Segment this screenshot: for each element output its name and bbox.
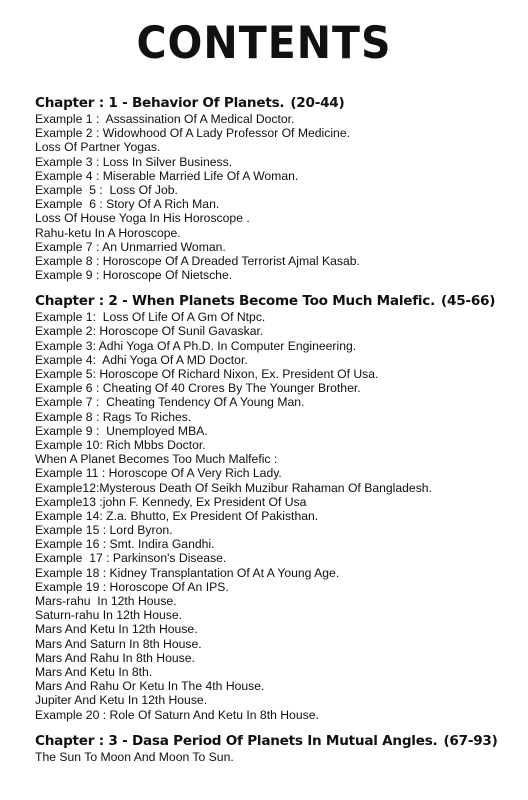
list-item: Mars-rahu In 12th House. <box>35 594 177 608</box>
list-item: Example 17 : Parkinson's Disease. <box>35 551 227 566</box>
list-item: Example 16 : Smt. Indira Gandhi. <box>35 537 215 552</box>
chapter-page-range: (20-44) <box>290 95 345 111</box>
page-title: CONTENTS <box>136 17 392 69</box>
list-item: Loss Of Partner Yogas. <box>35 140 161 155</box>
list-item: Example 6 : Story Of A Rich Man. <box>35 197 220 212</box>
list-item: Example 1 : Assassination Of A Medical Doctor. <box>35 112 295 126</box>
list-item: Mars And Ketu In 8th. <box>35 664 153 679</box>
contents-list <box>35 94 525 764</box>
list-item: Loss Of House Yoga In His Horoscope . <box>35 211 250 226</box>
chapter-items <box>35 310 525 721</box>
list-item: Example 4: Adhi Yoga Of A MD Doctor. <box>35 352 248 367</box>
list-item: Example 2: Horoscope Of Sunil Gavaskar. <box>35 324 264 339</box>
list-item: Example 10: Rich Mbbs Doctor. <box>35 437 206 452</box>
list-item: Mars And Rahu In 8th House. <box>35 650 195 665</box>
list-item: Example 6 : Cheating Of 40 Crores By The Younger Brother. <box>35 381 361 396</box>
list-item: Example 18 : Kidney Transplantation Of At A Young Age. <box>35 565 340 580</box>
chapter-items <box>35 750 525 764</box>
list-item: Example 19 : Horoscope Of An IPS. <box>35 579 229 594</box>
chapter-title: Chapter : 1 - Behavior Of Planets. <box>35 95 285 111</box>
list-item: Example 2 : Widowhood Of A Lady Professor Of Medicine. <box>35 126 350 141</box>
list-item: Mars And Ketu In 12th House. <box>35 622 198 637</box>
chapter-heading <box>35 292 525 310</box>
chapter-heading <box>35 732 525 750</box>
list-item: Example 8 : Horoscope Of A Dreaded Terrorist Ajmal Kasab. <box>35 253 360 268</box>
list-item: Mars And Rahu Or Ketu In The 4th House. <box>35 679 265 694</box>
list-item: Jupiter And Ketu In 12th House. <box>35 693 208 708</box>
chapter-heading <box>35 94 525 112</box>
list-item: Example 8 : Rags To Riches. <box>35 409 192 424</box>
list-item: Example 1: Loss Of Life Of A Gm Of Ntpc. <box>35 310 266 325</box>
chapter-2 <box>35 292 525 721</box>
list-item: Example 9 : Horoscope Of Nietsche. <box>35 268 233 283</box>
list-item: Example 3: Adhi Yoga Of A Ph.D. In Computer Engineering. <box>35 338 357 353</box>
list-item: Rahu-ketu In A Horoscope. <box>35 225 181 240</box>
list-item: Example 9 : Unemployed MBA. <box>35 423 208 438</box>
list-item: Example 7 : An Unmarried Woman. <box>35 239 226 254</box>
list-item: Saturn-rahu In 12th House. <box>35 608 183 623</box>
chapter-1 <box>35 94 525 282</box>
list-item: The Sun To Moon And Moon To Sun. <box>35 749 234 764</box>
list-item: Mars And Saturn In 8th House. <box>35 636 202 651</box>
list-item: Example 14: Z.a. Bhutto, Ex President Of Pakisthan. <box>35 508 319 523</box>
list-item: Example 15 : Lord Byron. <box>35 523 173 538</box>
list-item: Example 3 : Loss In Silver Business. <box>35 154 233 169</box>
chapter-page-range: (67-93) <box>443 732 498 749</box>
list-item: Example13 :john F. Kennedy, Ex President Of Usa <box>35 494 307 509</box>
list-item: Example 20 : Role Of Saturn And Ketu In 8th House. <box>35 707 319 722</box>
chapter-3 <box>35 732 525 764</box>
chapter-page-range: (45-66) <box>441 293 496 310</box>
list-item: Example 7 : Cheating Tendency Of A Young Man. <box>35 395 305 410</box>
list-item: Example 4 : Miserable Married Life Of A Woman. <box>35 168 299 183</box>
chapter-title: Chapter : 3 - Dasa Period Of Planets In Mutual Angles. <box>35 732 438 749</box>
chapter-items <box>35 112 525 282</box>
list-item: Example 5: Horoscope Of Richard Nixon, Ex. President Of Usa. <box>35 367 379 381</box>
list-item: When A Planet Becomes Too Much Malfefic : <box>35 452 278 467</box>
list-item: Example 11 : Horoscope Of A Very Rich Lady. <box>35 466 282 481</box>
chapter-title: Chapter : 2 - When Planets Become Too Much Malefic. <box>35 293 436 310</box>
list-item: Example12:Mysterous Death Of Seikh Muzibur Rahaman Of Bangladesh. <box>35 480 432 495</box>
list-item: Example 5 : Loss Of Job. <box>35 182 178 197</box>
